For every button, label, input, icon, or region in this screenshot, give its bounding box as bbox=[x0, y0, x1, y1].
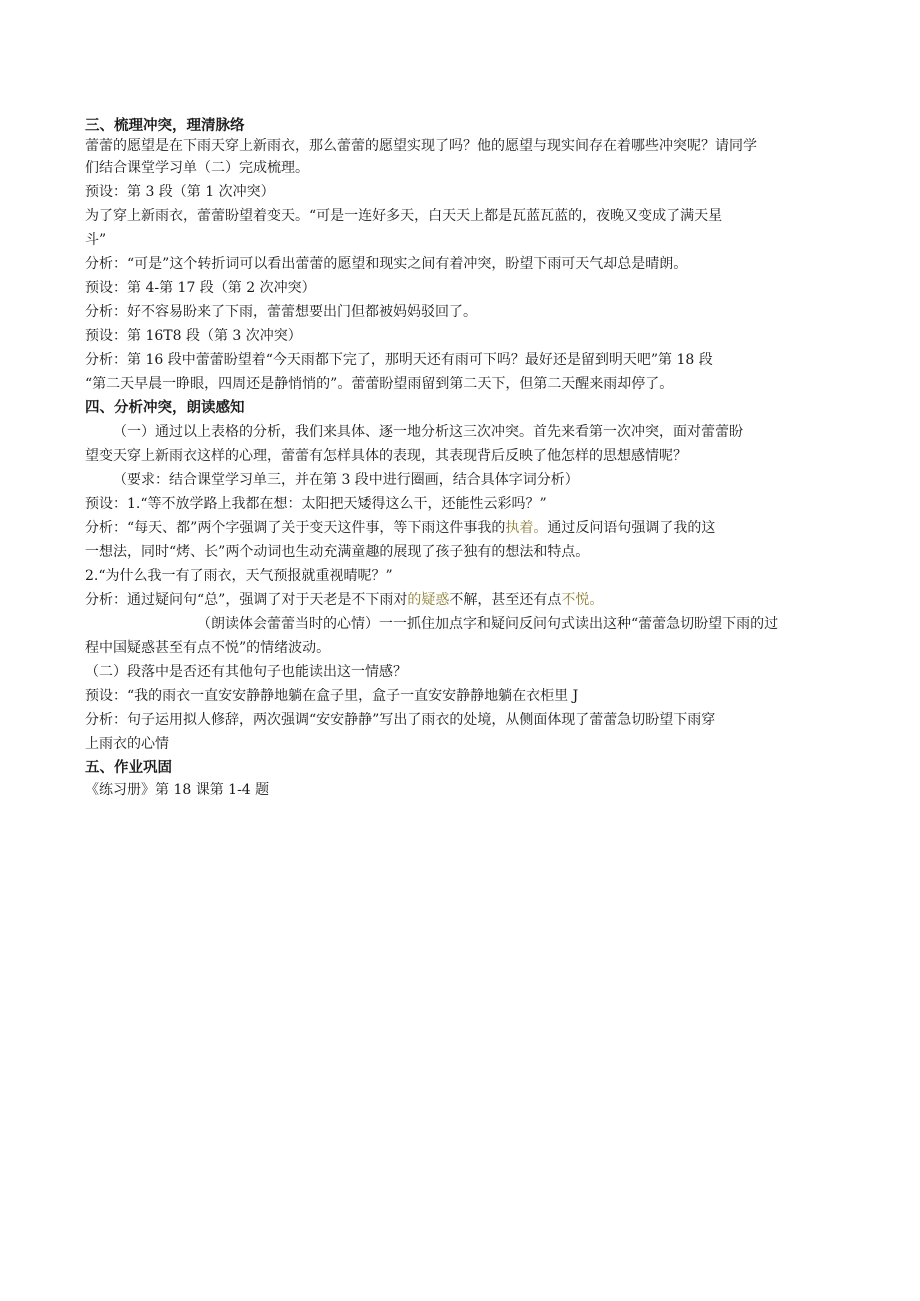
paragraph-line: 预设：“我的雨衣一直安安静静地躺在盒子里，盒子一直安安静静地躺在衣柜里 J bbox=[85, 688, 579, 704]
paragraph-line: （二）段落中是否还有其他句子也能读出这一情感？ bbox=[85, 664, 407, 680]
paragraph-line: （朗读体会蕾蕾当时的心情）一一抓住加点字和疑问反问句式读出这种“蕾蕾急切盼望下雨的过 bbox=[197, 616, 779, 632]
section-heading-3: 三、梳理冲突，理清脉络 bbox=[85, 118, 245, 134]
line-text: 分析：“每天、都”两个字强调了关于变天这件事，等下雨这件事我的 bbox=[85, 520, 506, 536]
paragraph-line: 分析：好不容易盼来了下雨，蕾蕾想要出门但都被妈妈驳回了。 bbox=[85, 304, 477, 320]
paragraph-line: 上雨衣的心情 bbox=[85, 736, 169, 752]
paragraph-line: 分析：句子运用拟人修辞，两次强调“安安静静”写出了雨衣的处境，从侧面体现了蕾蕾急切盼望下雨穿 bbox=[85, 712, 716, 728]
highlighted-text: 执着。 bbox=[505, 520, 548, 536]
paragraph-line: 分析：第 16 段中蕾蕾盼望着“今天雨都下完了，那明天还有雨可下吗？最好还是留到明天吧”第 18 段 bbox=[85, 352, 713, 368]
paragraph-line: 预设：第 3 段（第 1 次冲突） bbox=[85, 184, 275, 200]
paragraph-line: “第二天早晨一睁眼，四周还是静悄悄的”。蕾蕾盼望雨留到第二天下，但第二天醒来雨却停了。 bbox=[85, 376, 674, 392]
paragraph-line: 一想法，同时“烤、长”两个动词也生动充满童趣的展现了孩子独有的想法和特点。 bbox=[85, 544, 590, 560]
line-text: 通过反问语句强调了我的这 bbox=[547, 520, 716, 536]
highlighted-text: 的疑惑 bbox=[407, 592, 450, 608]
highlighted-text: 不悦。 bbox=[561, 592, 604, 608]
paragraph-line: （一）通过以上表格的分析，我们来具体、逐一地分析这三次冲突。首先来看第一次冲突，面对蕾蕾盼 bbox=[113, 424, 743, 440]
paragraph-line: 分析：“可是”这个转折词可以看出蕾蕾的愿望和现实之间有着冲突，盼望下雨可天气却总是晴朗。 bbox=[85, 256, 688, 272]
paragraph-line: 《练习册》第 18 课第 1-4 题 bbox=[85, 782, 270, 798]
paragraph-line: 2.“为什么我一有了雨衣，天气预报就重视晴呢？” bbox=[85, 568, 393, 584]
paragraph-line: 斗” bbox=[85, 232, 107, 248]
paragraph-line: 为了穿上新雨衣，蕾蕾盼望着变天。“可是一连好多天，白天天上都是瓦蓝瓦蓝的，夜晚又变成了满天星 bbox=[85, 208, 723, 224]
paragraph-line bbox=[85, 591, 603, 609]
paragraph-line: 望变天穿上新雨衣这样的心理，蕾蕾有怎样具体的表现，其表现背后反映了他怎样的思想感情呢？ bbox=[85, 448, 687, 464]
paragraph-line: 程中国疑惑甚至有点不悦”的情绪波动。 bbox=[85, 640, 331, 656]
paragraph-line: 们结合课堂学习单（二）完成梳理。 bbox=[85, 160, 309, 176]
paragraph-line: 蕾蕾的愿望是在下雨天穿上新雨衣，那么蕾蕾的愿望实现了吗？他的愿望与现实间存在着哪些冲突呢？请同学 bbox=[85, 138, 757, 154]
paragraph-line bbox=[85, 519, 715, 537]
paragraph-line: 预设：第 16T8 段（第 3 次冲突） bbox=[85, 328, 302, 344]
paragraph-line: 预设：1.“等不放学路上我都在想：太阳把天矮得这么干，还能性云彩吗？” bbox=[85, 496, 547, 512]
paragraph-line: 预设：第 4-第 17 段（第 2 次冲突） bbox=[85, 280, 316, 296]
line-text: 分析：通过疑问句“总”，强调了对于天老是不下雨对 bbox=[85, 592, 408, 608]
section-heading-5: 五、作业巩固 bbox=[85, 760, 172, 776]
section-heading-4: 四、分析冲突，朗读感知 bbox=[85, 400, 245, 416]
line-text: 不解，甚至还有点 bbox=[449, 592, 562, 608]
paragraph-line: （要求：结合课堂学习单三，并在第 3 段中进行圈画，结合具体字词分析） bbox=[113, 472, 579, 488]
